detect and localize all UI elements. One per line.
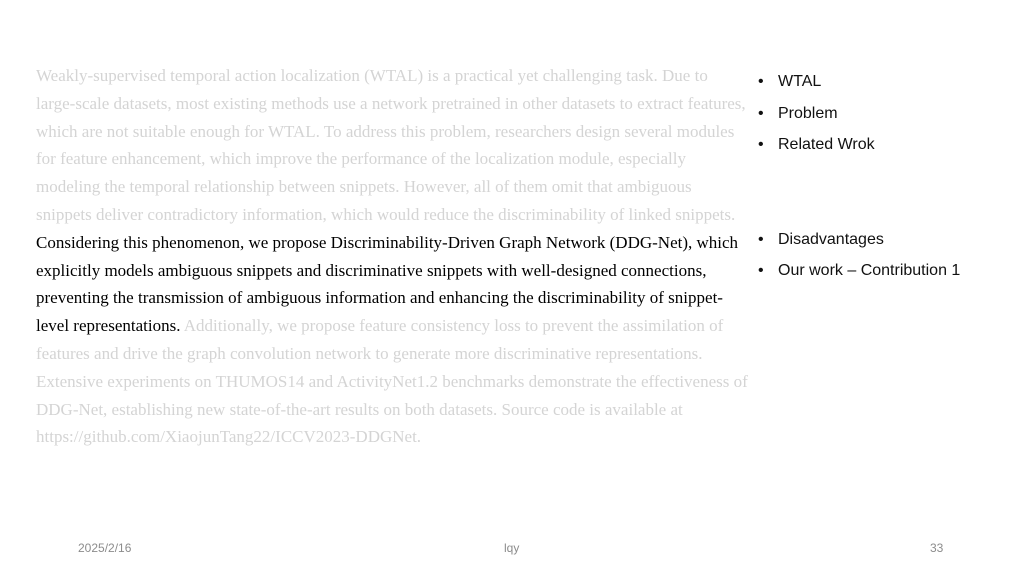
outline-item-disadvantages: • Disadvantages — [756, 224, 1016, 256]
abstract-paragraph — [36, 62, 748, 451]
outline-list — [756, 66, 1016, 287]
abstract-faded-after: Additionally, we propose feature consistency loss to prevent the assimilation of features and drive the graph convolution network to generate more discriminative representations. Extensive experiments on THUMOS14 and ActivityNet1.2 benchmarks demonstrate the effectiveness of DDG-Net, establishing new state-of-the-art results on both datasets. Source code is available at https://github.com/XiaojunTang22/ICCV2023-DDGNet. — [36, 316, 748, 447]
outline-group-1 — [756, 66, 1016, 161]
abstract-faded-before: Weakly-supervised temporal action localization (WTAL) is a practical yet challenging task. Due to large-scale datasets, most existing methods use a network pretrained in other datasets to extract features, which are not suitable enough for WTAL. To address this problem, researchers design several modules for feature enhancement, which improve the performance of the localization module, especially modeling the temporal relationship between snippets. However, all of them omit that ambiguous snippets deliver contradictory information, which would reduce the discriminability of linked snippets. — [36, 66, 746, 224]
bullet-icon: • — [758, 136, 764, 153]
outline-item-wtal: • WTAL — [756, 66, 1016, 98]
footer-author: lqy — [504, 541, 520, 555]
outline-item-problem: • Problem — [756, 98, 1016, 130]
abstract-highlighted: Considering this phenomenon, we propose Discriminability-Driven Graph Network (DDG-Net), which explicitly models ambiguous snippets and discriminative snippets with well-designed connections, preventing the transmission of ambiguous information and enhancing the discriminability of snippet-level representations. — [36, 232, 739, 336]
footer-date: 2025/2/16 — [78, 541, 132, 555]
bullet-icon: • — [758, 230, 764, 248]
footer-page-number: 33 — [930, 541, 944, 555]
bullet-icon: • — [758, 262, 764, 279]
outline-item-related-work: • Related Wrok — [756, 129, 1016, 161]
outline-item-contribution-1: • Our work – Contribution 1 — [756, 255, 1016, 287]
outline-group-2 — [756, 224, 1016, 287]
bullet-icon: • — [758, 104, 764, 122]
bullet-icon: • — [758, 73, 764, 90]
